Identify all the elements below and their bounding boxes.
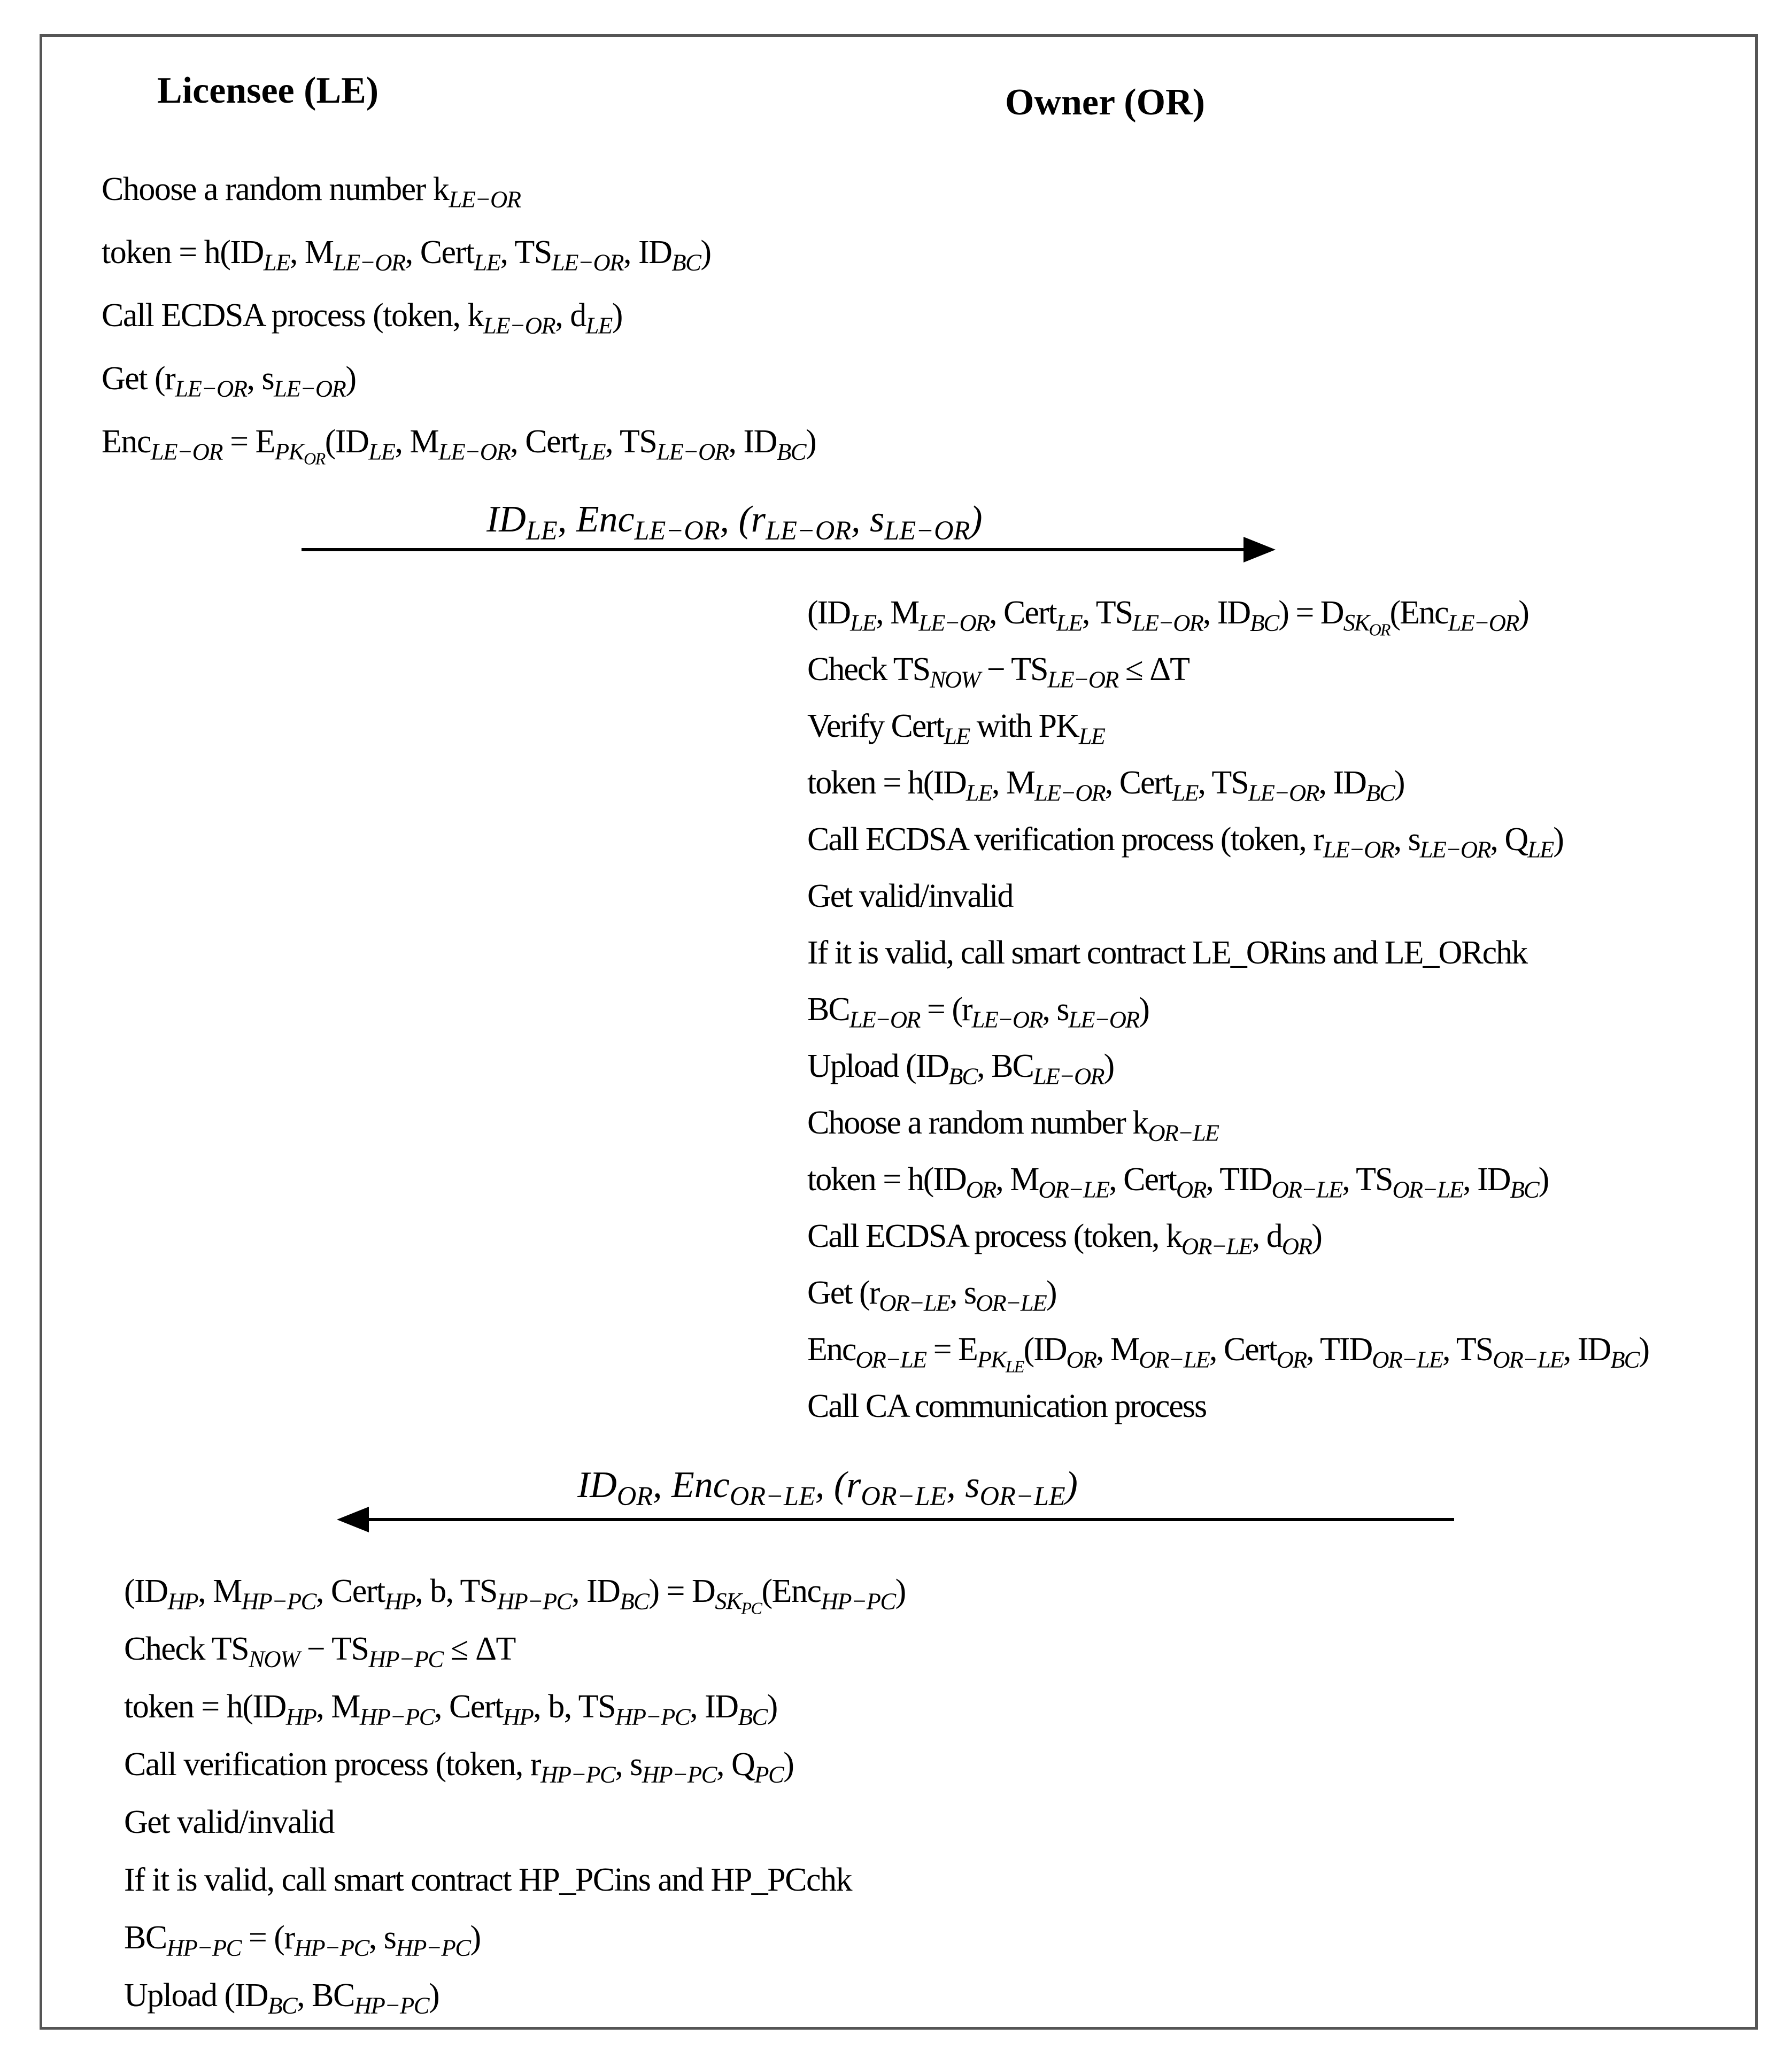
protocol-step: $Enc_{OR-LE} = E_{PK_{LE}}(ID_{OR}$, $M_{OR-LE}$, Cert$_{OR}$, $TID_{OR-LE}$, $TS_{OR-LE}$, $ID_{BC}$) (807, 1331, 1649, 1377)
protocol-step: ($ID_{LE}$, $M_{LE-OR}$, Cert$_{LE}$, $TS_{LE-OR}$, $ID_{BC}) = D_{SK_{OR}}(Enc_{LE-OR})$ (807, 595, 1528, 640)
protocol-step: $BC_{HP-PC} = (r_{HP-PC}$, $s_{HP-PC}$) (124, 1919, 481, 1961)
protocol-step: Get valid/invalid (807, 878, 1013, 914)
protocol-step: Call CA communication process (807, 1388, 1207, 1424)
protocol-step: $BC_{LE-OR} = (r_{LE-OR}$, $s_{LE-OR}$) (807, 991, 1149, 1033)
party-owner-heading: Owner (OR) (1005, 82, 1205, 123)
protocol-step: $Enc_{LE-OR} = E_{PK_{OR}}(ID_{LE}$, $M_{LE-OR}$, Cert$_{LE}$, $TS_{LE-OR}$, $ID_{BC}$) (102, 423, 816, 469)
protocol-step: Call ECDSA process (token, $k_{LE-OR}$, $d_{LE}$) (102, 297, 622, 339)
protocol-step: Verify Cert$_{LE}$ with $PK_{LE}$ (807, 708, 1104, 750)
protocol-step: Upload ($ID_{BC}$, $BC_{HP-PC}$) (124, 1977, 439, 2019)
protocol-step: Call verification process (token, $r_{HP-PC}$, $s_{HP-PC}$, $Q_{PC}$) (124, 1746, 794, 1788)
protocol-step: Choose a random number $k_{LE-OR}$ (102, 171, 521, 213)
protocol-step: Upload ($ID_{BC}$, $BC_{LE-OR}$) (807, 1048, 1114, 1090)
protocol-step: Get ($r_{OR-LE}$, $s_{OR-LE}$) (807, 1275, 1056, 1316)
protocol-step: Choose a random number $k_{OR-LE}$ (807, 1105, 1218, 1146)
protocol-step: Check $TS_{NOW} - TS_{HP-PC} \le \Delta T$ (124, 1631, 515, 1672)
protocol-step: Call ECDSA process (token, $k_{OR-LE}$, $d_{OR}$) (807, 1218, 1322, 1260)
protocol-step: Check $TS_{NOW} - TS_{LE-OR} \le \Delta T$ (807, 651, 1189, 693)
message-or-to-le-label: $ID_{OR}$, Enc$_{OR-LE}$, ($r_{OR-LE}$, $s_{OR-LE}$) (577, 1464, 1078, 1512)
protocol-step: If it is valid, call smart contract LE_ORins and LE_ORchk (807, 935, 1527, 971)
protocol-step: token = $h(ID_{HP}$, $M_{HP-PC}$, Cert$_{HP}$, b, $TS_{HP-PC}$, $ID_{BC}$) (124, 1689, 777, 1730)
protocol-step: token = $h(ID_{LE}$, $M_{LE-OR}$, Cert$_{LE}$, $TS_{LE-OR}$, $ID_{BC}$) (102, 234, 711, 276)
protocol-step: ($ID_{HP}$, $M_{HP-PC}$, Cert$_{HP}$, b, $TS_{HP-PC}$, $ID_{BC}) = D_{SK_{PC}}(Enc_{HP-PC})$ (124, 1573, 906, 1618)
protocol-step: Get valid/invalid (124, 1804, 334, 1840)
protocol-step: Call ECDSA verification process (token, $r_{LE-OR}$, $s_{LE-OR}$, $Q_{LE}$) (807, 821, 1563, 863)
protocol-step: Get ($r_{LE-OR}$, $s_{LE-OR}$) (102, 360, 356, 402)
protocol-step: If it is valid, call smart contract HP_PCins and HP_PCchk (124, 1862, 852, 1898)
protocol-step: token = $h(ID_{LE}$, $M_{LE-OR}$, Cert$_{LE}$, $TS_{LE-OR}$, $ID_{BC}$) (807, 765, 1404, 806)
message-le-to-or-label: $ID_{LE}$, Enc$_{LE-OR}$, ($r_{LE-OR}$, $s_{LE-OR}$) (486, 499, 983, 546)
protocol-step: token = $h(ID_{OR}$, $M_{OR-LE}$, Cert$_{OR}$, $TID_{OR-LE}$, $TS_{OR-LE}$, $ID_{BC}$) (807, 1161, 1549, 1203)
party-licensee-heading: Licensee (LE) (157, 70, 379, 111)
